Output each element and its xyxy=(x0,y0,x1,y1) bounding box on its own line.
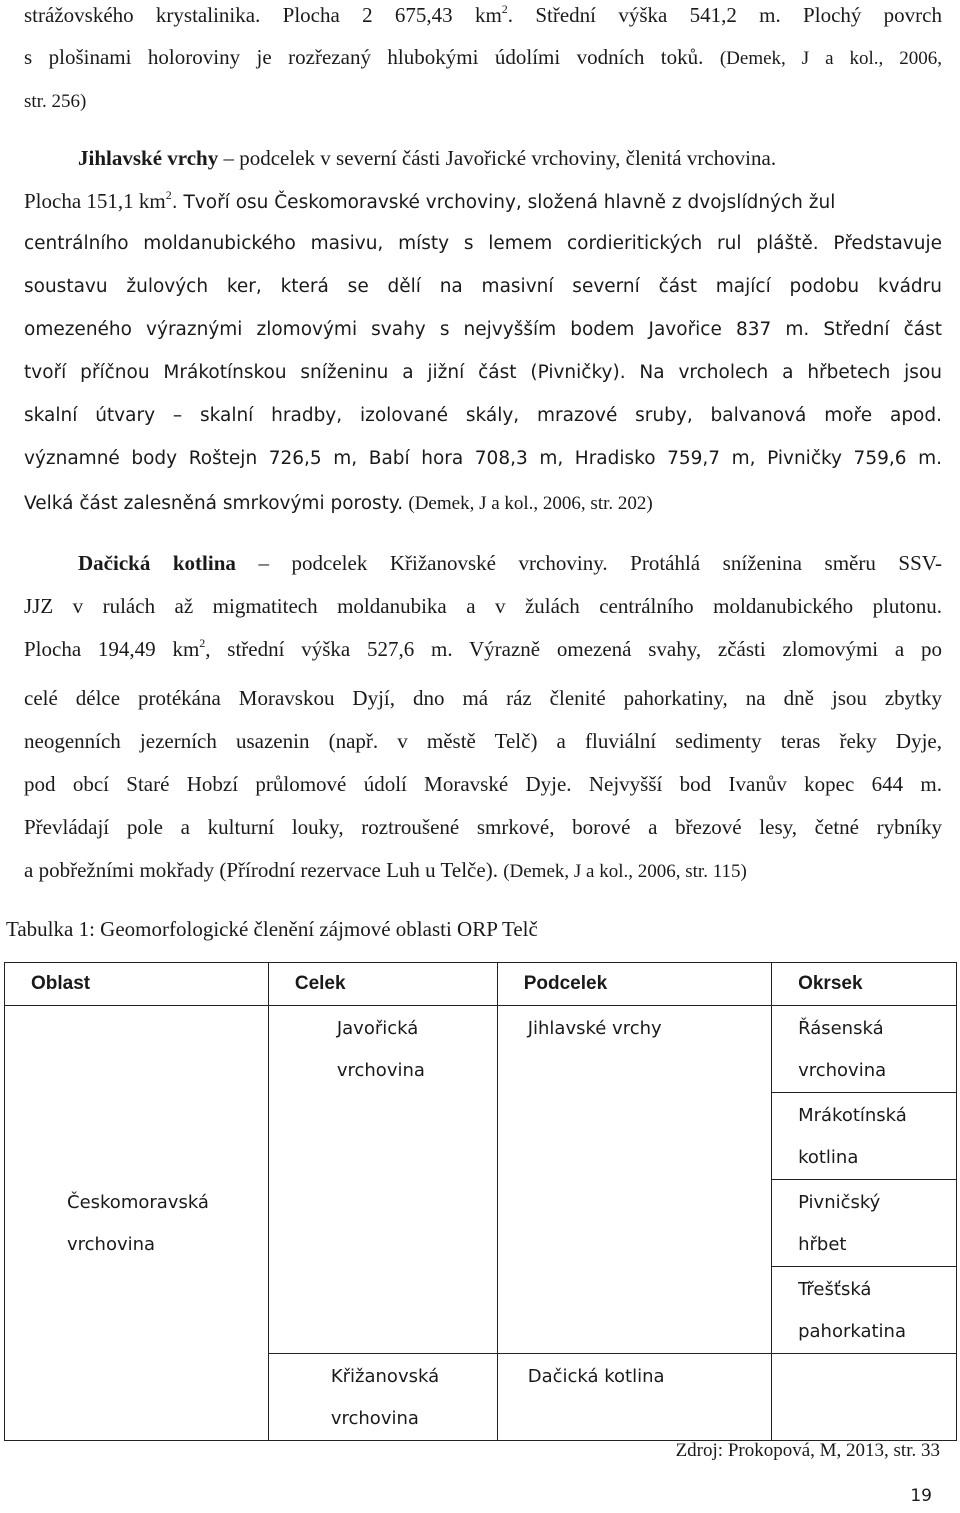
okrsek-2-text: Mrákotínská kotlina xyxy=(798,1105,907,1168)
page-number: 19 xyxy=(910,1486,932,1506)
okrsek-3-text: Pivničský hřbet xyxy=(798,1192,881,1255)
p1-l1-text: strážovského krystalinika. Plocha 2 675,43 km xyxy=(24,3,502,27)
p1-l2-cite: (Demek, J a kol., 2006, xyxy=(719,48,942,69)
paragraph-1-line-2 xyxy=(24,42,942,74)
paragraph-1-line-1 xyxy=(24,0,942,30)
okrsek-4-text: Třešťská pahorkatina xyxy=(798,1279,906,1342)
p2-l2-rest: . Tvoří osu Českomoravské vrchoviny, složená hlavně z dvojslídných žul xyxy=(171,192,836,213)
p2-l9: Velká část zalesněná smrkovými porosty. xyxy=(24,493,404,514)
p3-l8: a pobřežními mokřady (Přírodní rezervace Luh u Telče). xyxy=(24,858,498,882)
okrsek-1-text: Řásenská vrchovina xyxy=(798,1018,887,1081)
paragraph-3-line-3 xyxy=(24,634,942,664)
paragraph-3-line-7: Převládají pole a kulturní louky, roztroušené smrkové, borové a březové lesy, četné rybníky xyxy=(24,815,942,839)
p3-l1: – podcelek Křižanovské vrchoviny. Protáhlá sníženina směru SSV- xyxy=(235,551,943,575)
paragraph-2-line-7: skalní útvary – skalní hradby, izolované skály, mrazové sruby, balvanová moře apod. xyxy=(24,405,942,426)
header-podcelek: Podcelek xyxy=(497,963,771,1006)
paragraph-3-line-6: pod obcí Staré Hobzí průlomové údolí Moravské Dyje. Nejvyšší bod Ivanův kopec 644 m. xyxy=(24,772,942,796)
p3-l3-rest: , střední výška 527,6 m. Výrazně omezená svahy, zčásti zlomovými a po xyxy=(205,637,942,661)
paragraph-3-line-1 xyxy=(78,548,942,578)
cell-podcelek-1 xyxy=(497,1006,771,1354)
p1-l2-text: s plošinami holoroviny je rozřezaný hlubokými údolími vodních toků. xyxy=(24,45,704,69)
table-caption: Tabulka 1: Geomorfologické členění zájmové oblasti ORP Telč xyxy=(6,917,538,941)
podcelek-2-text: Dačická kotlina xyxy=(527,1366,665,1387)
table-row xyxy=(5,1006,957,1093)
paragraph-2-line-6: tvoří příčnou Mrákotínskou sníženinu a jižní část (Pivničky). Na vrcholech a hřbetech jsou xyxy=(24,362,942,383)
paragraph-3-line-2: JJZ v rulách až migmatitech moldanubika a v žulách centrálního moldanubického plutonu. xyxy=(24,594,942,618)
paragraph-3-line-5: neogenních jezerních usazenin (např. v městě Telč) a fluviální sedimenty teras řeky Dyje, xyxy=(24,729,942,753)
p2-l1: – podcelek v severní části Javořické vrchoviny, členitá vrchovina. xyxy=(218,146,777,170)
paragraph-3-line-4: celé délce protékána Moravskou Dyjí, dno má ráz členité pahorkatiny, na dně jsou zbytky xyxy=(24,686,942,710)
celek-2-text: Křižanovská vrchovina xyxy=(330,1366,440,1429)
header-oblast: Oblast xyxy=(5,963,269,1006)
cell-okrsek-empty xyxy=(772,1354,957,1441)
table-header-row xyxy=(5,963,957,1006)
table-source: Zdroj: Prokopová, M, 2013, str. 33 xyxy=(675,1440,940,1461)
paragraph-2-line-2 xyxy=(24,186,942,218)
cell-okrsek-1 xyxy=(772,1006,957,1093)
p1-l1-sup: 2 xyxy=(501,2,508,16)
p2-l9-cite: (Demek, J a kol., 2006, str. 202) xyxy=(408,493,653,514)
cell-celek-2 xyxy=(268,1354,497,1441)
p3-l3-start: Plocha 194,49 km xyxy=(24,637,200,661)
p3-l8-cite: (Demek, J a kol., 2006, str. 115) xyxy=(503,861,747,882)
cell-okrsek-4 xyxy=(772,1267,957,1354)
geomorphology-table xyxy=(4,962,957,1441)
cell-oblast xyxy=(5,1006,269,1441)
oblast-text: Českomoravská vrchovina xyxy=(67,1192,209,1255)
cell-podcelek-2 xyxy=(497,1354,771,1441)
header-okrsek: Okrsek xyxy=(772,963,957,1006)
header-celek: Celek xyxy=(268,963,497,1006)
p2-l2-sup: 2 xyxy=(165,188,172,202)
cell-celek-1 xyxy=(268,1006,497,1354)
paragraph-2-line-9 xyxy=(24,487,942,519)
term-dacicka-kotlina: Dačická kotlina xyxy=(78,551,236,575)
paragraph-1-line-3 xyxy=(24,85,942,117)
podcelek-1-text: Jihlavské vrchy xyxy=(527,1018,662,1039)
paragraph-3-line-8 xyxy=(24,855,942,887)
p2-l2-start: Plocha 151,1 km xyxy=(24,189,166,213)
paragraph-2-line-5: omezeného výraznými zlomovými svahy s nejvyšším bodem Javořice 837 m. Střední část xyxy=(24,319,942,340)
cell-okrsek-2 xyxy=(772,1093,957,1180)
p1-l1-tail: . Střední výška 541,2 m. Plochý povrch xyxy=(507,3,943,27)
term-jihlavske-vrchy: Jihlavské vrchy xyxy=(78,146,219,170)
cell-okrsek-3 xyxy=(772,1180,957,1267)
paragraph-2-line-8: významné body Roštejn 726,5 m, Babí hora 708,3 m, Hradisko 759,7 m, Pivničky 759,6 m. xyxy=(24,448,942,469)
paragraph-2-line-1 xyxy=(78,143,942,173)
p3-l3-sup: 2 xyxy=(199,636,206,650)
p1-l3-cite: str. 256) xyxy=(24,91,87,112)
celek-1-text: Javořická vrchovina xyxy=(336,1018,425,1081)
paragraph-2-line-4: soustavu žulových ker, která se dělí na masivní severní část mající podobu kvádru xyxy=(24,276,942,297)
paragraph-2-line-3: centrálního moldanubického masivu, místy s lemem cordieritických rul pláště. Představuje xyxy=(24,233,942,254)
